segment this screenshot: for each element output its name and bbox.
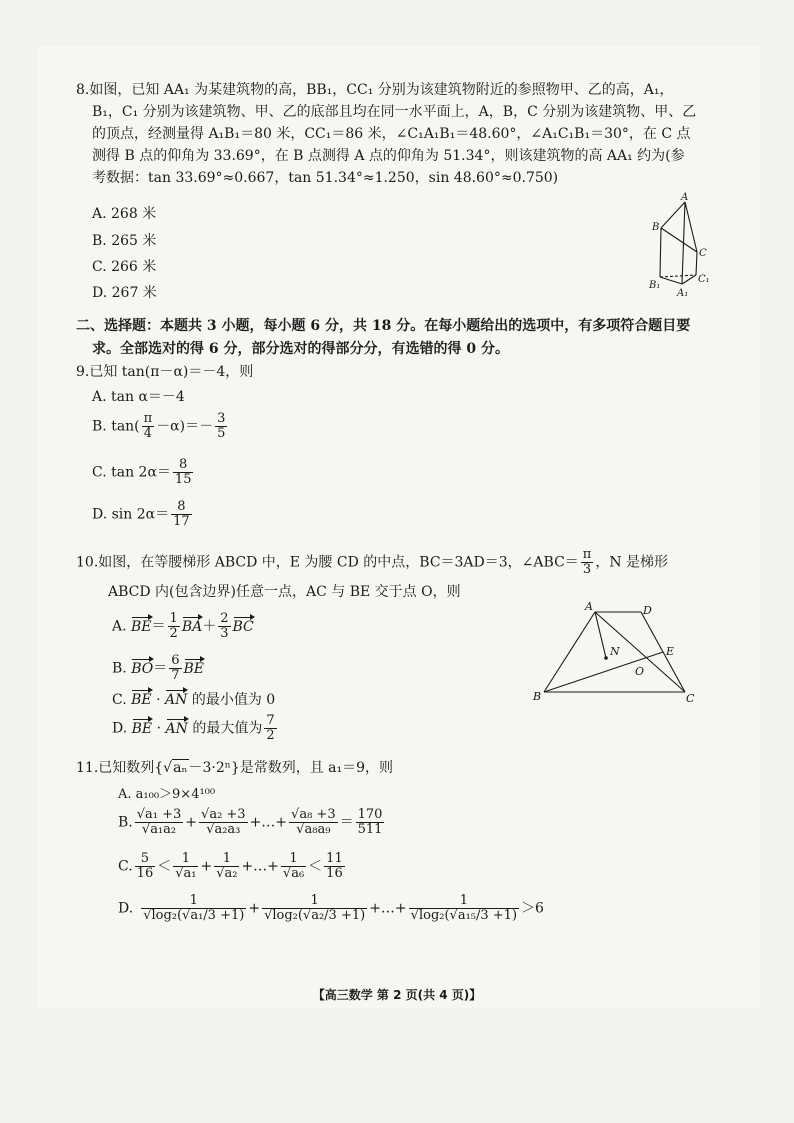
q8-line-5: 考数据：tan 33.69°≈0.667，tan 51.34°≈1.250，sin 48.60°≈0.750) bbox=[92, 170, 559, 186]
q10-label-d: D bbox=[643, 604, 652, 617]
q10-edge-an bbox=[595, 612, 606, 658]
q10-label-o: O bbox=[635, 665, 645, 678]
q8-label-b1: B₁ bbox=[649, 280, 661, 291]
q9-option-d: D. sin 2α＝ $\frac{8}{17}$ bbox=[92, 499, 190, 529]
q10-edge-be bbox=[544, 652, 663, 692]
q8-line-4: 测得 B 点的仰角为 33.69°，在 B 点测得 A 点的仰角为 51.34°，则该建筑物的高 AA₁ 约为(参 bbox=[92, 148, 685, 164]
q8-option-c: C. 266 米 bbox=[92, 259, 157, 275]
q11-option-c: C. $\frac{5}{16}$ ＜ $\frac{1}{\text{√a₁}}$ + $\frac{1}{\text{√a₂}}$ +…+ $\frac{1}{\text{√a₆}}$ ＜ $\frac{11}{16}$ bbox=[118, 851, 343, 881]
q8-line-2: B₁，C₁ 分别为该建筑物、甲、乙的底部且均在同一水平面上，A，B，C 分别为该建筑物、甲、乙 bbox=[92, 104, 697, 120]
q11-option-a: A. a₁₀₀＞9×4¹⁰⁰ bbox=[118, 787, 216, 802]
q11-option-d: D. $\frac{1}{\text{√log₂(√a₁/3 +1)}}$ + $\frac{1}{\text{√log₂(√a₂/3 +1)}}$ +…+ $\frac{1}{\text{√log₂(√a₁₅/3 +1)}}$ ＞6 bbox=[118, 893, 544, 923]
q9-option-c: C. tan 2α＝ $\frac{8}{15}$ bbox=[92, 457, 192, 487]
q9-option-b: B. tan( $\frac{\pi}{4}$ －α)＝－ $\frac{3}{5}$ bbox=[92, 411, 226, 441]
q8-line-3: 的顶点，经测量得 A₁B₁＝80 米，CC₁＝86 米，∠C₁A₁B₁＝48.60°，∠A₁C₁B₁＝30°，在 C 点 bbox=[92, 126, 691, 142]
section-2-line-2: 求。全部选对的得 6 分，部分选对的得部分分，有选错的得 0 分。 bbox=[92, 341, 509, 357]
q8-edge-cc1 bbox=[696, 252, 697, 275]
q10-label-a: A bbox=[585, 600, 593, 613]
q8-edge-ac bbox=[685, 202, 697, 252]
q10-option-a: A. BE＝ $\frac{1}{2}$ BA＋ $\frac{2}{3}$ BC bbox=[112, 611, 254, 641]
q8-label-c: C bbox=[699, 248, 707, 259]
q10-line-1: 10.如图，在等腰梯形 ABCD 中，E 为腰 CD 的中点，BC＝3AD＝3，∠ABC＝ $\frac{\pi}{3}$ ，N 是梯形 bbox=[76, 547, 669, 577]
q8-edge-a1c1 bbox=[682, 275, 696, 284]
q10-label-n: N bbox=[610, 645, 620, 658]
q10-label-c: C bbox=[686, 692, 695, 704]
q10-figure bbox=[528, 600, 708, 704]
q9-option-a: A. tan α＝－4 bbox=[92, 389, 185, 405]
q8-edge-b1a1 bbox=[660, 277, 682, 284]
q10-edge-ba bbox=[544, 612, 595, 692]
page-footer: 【高三数学 第 2 页(共 4 页)】 bbox=[312, 988, 482, 1002]
q8-label-a: A bbox=[681, 192, 689, 203]
q10-label-b: B bbox=[533, 690, 542, 703]
q10-option-c: C. BE · AN 的最小值为 0 bbox=[112, 688, 275, 709]
q8-figure bbox=[645, 190, 715, 300]
q10-label-e: E bbox=[666, 645, 675, 658]
q10-option-d: D. BE · AN 的最大值为 $\frac{7}{2}$ bbox=[112, 713, 275, 743]
q8-label-c1: C₁ bbox=[698, 274, 710, 285]
q11-option-b: B. $\frac{\text{√a₁ +3}}{\text{√a₁a₂}}$ + $\frac{\text{√a₂ +3}}{\text{√a₂a₃}}$ +…+ $\frac{\text{√a₈ +3}}{\text{√a₈a₉}}$ ＝ $\frac{170}{511}$ bbox=[118, 807, 383, 837]
section-2-line-1: 二、选择题：本题共 3 小题，每小题 6 分，共 18 分。在每小题给出的选项中，有多项符合题目要 bbox=[76, 318, 691, 334]
q8-label-b: B bbox=[652, 222, 660, 233]
q8-edge-bb1 bbox=[660, 228, 661, 277]
q9-stem: 9.已知 tan(π－α)＝－4，则 bbox=[76, 364, 254, 380]
q8-option-a: A. 268 米 bbox=[92, 206, 157, 222]
q8-option-b: B. 265 米 bbox=[92, 233, 157, 249]
q8-line-1: 8.如图，已知 AA₁ 为某建筑物的高，BB₁，CC₁ 分别为该建筑物附近的参照物甲、乙的高，A₁， bbox=[76, 82, 674, 98]
q10-point-n bbox=[604, 656, 608, 660]
q10-line-2: ABCD 内(包含边界)任意一点，AC 与 BE 交于点 O，则 bbox=[108, 584, 461, 600]
q11-stem: 11.已知数列{√aₙ－3·2ⁿ}是常数列，且 a₁＝9，则 bbox=[76, 760, 394, 776]
q8-option-d: D. 267 米 bbox=[92, 285, 157, 301]
q8-edge-ab bbox=[661, 202, 685, 228]
q8-label-a1: A₁ bbox=[677, 288, 689, 299]
q8-edge-b1c1 bbox=[660, 275, 696, 277]
q10-option-b: B. BO＝ $\frac{6}{7}$ BE bbox=[112, 653, 205, 683]
